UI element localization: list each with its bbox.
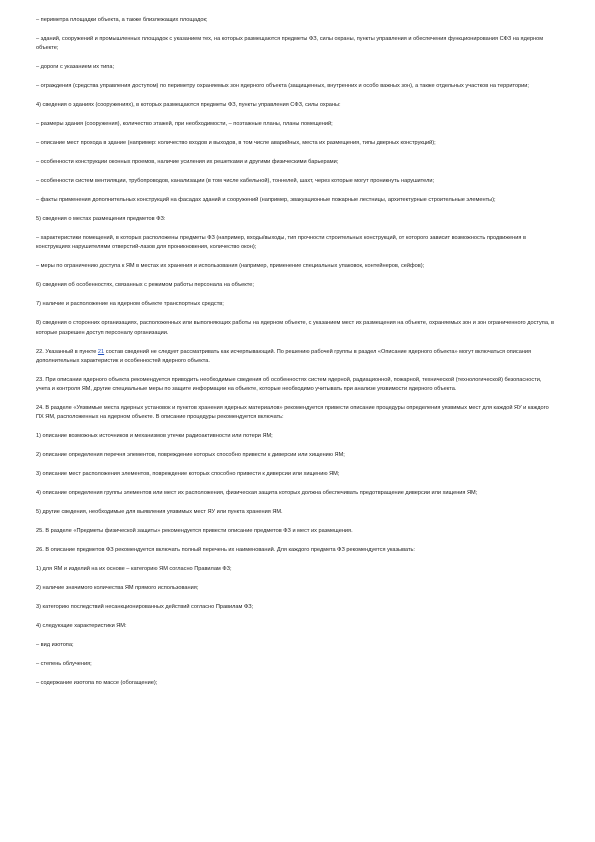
paragraph: 5) другие сведения, необходимые для выявления уязвимых мест ЯУ или пункта хранения ЯМ.	[36, 509, 283, 516]
paragraph: 4) сведения о зданиях (сооружениях), в которых размещаются предметы ФЗ, пункты управления СФЗ, силы охраны:	[36, 102, 341, 109]
clause-link[interactable]: 21	[97, 348, 105, 355]
paragraph: 2) описание определения перечня элементов, повреждение которых способно привести к диверсии или хищению ЯМ;	[36, 452, 345, 459]
paragraph: – меры по ограничению доступа к ЯМ в местах их хранения и использования (например, применение специальных упаковок, контейнеров, сейфов);	[36, 263, 425, 270]
paragraph: – особенности конструкции оконных проемов, наличие усиления их решетками и другими физическими барьерами;	[36, 159, 339, 166]
paragraph: – вид изотопа;	[36, 642, 74, 649]
paragraph: 23. При описании ядерного объекта рекомендуется приводить необходимые сведения об особенностях систем ядерной, радиационной, пожарной, технической (технологической) безопасности, учета и контроля ЯМ, другие специальные меры по защите информации на объекте, которые необходимо учитывать при анализе уязвимости ядерного объекта.	[36, 376, 542, 393]
paragraph: 24. В разделе «Уязвимые места ядерных установок и пунктов хранения ядерных материалов» рекомендуется привести описание процедуры определения уязвимых мест для каждой ЯУ и каждого ПХ ЯМ, расположенных на ядерном объекте. В описание процедуры рекомендуется включать:	[36, 405, 549, 421]
paragraph: – содержание изотопа по массе (обогащение);	[36, 680, 158, 687]
document-body	[36, 16, 556, 698]
paragraph: 1) для ЯМ и изделий на их основе – категорию ЯМ согласно Правилам ФЗ;	[36, 566, 232, 573]
paragraph: 3) описание мест расположения элементов, повреждение которых способно привести к диверсии или хищению ЯМ;	[36, 471, 340, 478]
paragraph: 3) категорию последствий несанкционированных действий согласно Правилам ФЗ;	[36, 604, 254, 611]
paragraph-with-link	[36, 348, 556, 366]
paragraph-text: состав сведений не следует рассматривать как исчерпывающий. По решению рабочей группы в раздел «Описание ядерного объекта» могут включаться описания дополнительных характеристик и особенностей ядерного объекта.	[36, 348, 532, 364]
paragraph: – периметра площадки объекта, а также близлежащих площадок;	[36, 17, 208, 23]
paragraph: 4) следующие характеристики ЯМ:	[36, 623, 127, 630]
paragraph: 7) наличие и расположение на ядерном объекте транспортных средств;	[36, 301, 224, 308]
paragraph: 1) описание возможных источников и механизмов утечки радиоактивности или потери ЯМ;	[36, 433, 273, 440]
paragraph: – зданий, сооружений и промышленных площадок с указанием тех, на которых размещаются предметы ФЗ, силы охраны, пункты управления и обеспечения функционирования СФЗ на ядерном объекте;	[36, 36, 544, 52]
paragraph: – степень облучения;	[36, 661, 92, 668]
paragraph: 5) сведения о местах размещения предметов ФЗ:	[36, 216, 166, 223]
paragraph: – характеристики помещений, в которых расположены предметы ФЗ (например, входы/выходы, тип прочности строительных конструкций, от которого зависит возможность продвижения в конструкциях нарушителями отверстий-лазов для проникновения, количество окон);	[36, 235, 526, 251]
paragraph: 4) описание определения группы элементов или мест их расположения, физическая защита которых должна обеспечивать предотвращение диверсии или хищения ЯМ;	[36, 490, 478, 497]
paragraph: 6) сведения об особенностях, связанных с режимом работы персонала на объекте;	[36, 282, 254, 289]
paragraph: – размеры здания (сооружения), количество этажей, при необходимости, – поэтажные планы, планы помещений;	[36, 121, 333, 128]
paragraph: 25. В разделе «Предметы физической защиты» рекомендуется привести описание предметов ФЗ и мест их размещения.	[36, 528, 353, 535]
paragraph: – дороги с указанием их типа;	[36, 64, 115, 71]
paragraph: – факты применения дополнительных конструкций на фасадах зданий и сооружений (например, эвакуационные пожарные лестницы, архитектурные строительные элементы);	[36, 197, 496, 204]
paragraph: 8) сведения о сторонних организациях, расположенных или выполняющих работы на ядерном объекте, с указанием мест их размещения на объекте, охраняемых зон и зон ограниченного доступа, в которые разрешен доступ персоналу организации.	[36, 320, 555, 336]
paragraph-text: 22. Указанный в пункте	[36, 348, 98, 355]
paragraph: – ограждения (средства управления доступом) по периметру охраняемых зон ядерного объекта (защищенных, внутренних и особо важных зон), а также отдельных участков на территории;	[36, 83, 529, 90]
paragraph: – особенности систем вентиляции, трубопроводов, канализации (в том числе кабельной), тоннелей, шахт, через которые могут проникнуть нарушители;	[36, 178, 435, 185]
paragraph: 26. В описание предметов ФЗ рекомендуется включать полный перечень их наименований. Для каждого предмета ФЗ рекомендуется указывать:	[36, 547, 415, 554]
paragraph: – описание мест прохода в здание (например: количество входов и выходов, в том числе аварийных, места их размещения, типы дверных конструкций);	[36, 140, 436, 147]
paragraph: 2) наличие значимого количества ЯМ прямого использования;	[36, 585, 199, 592]
